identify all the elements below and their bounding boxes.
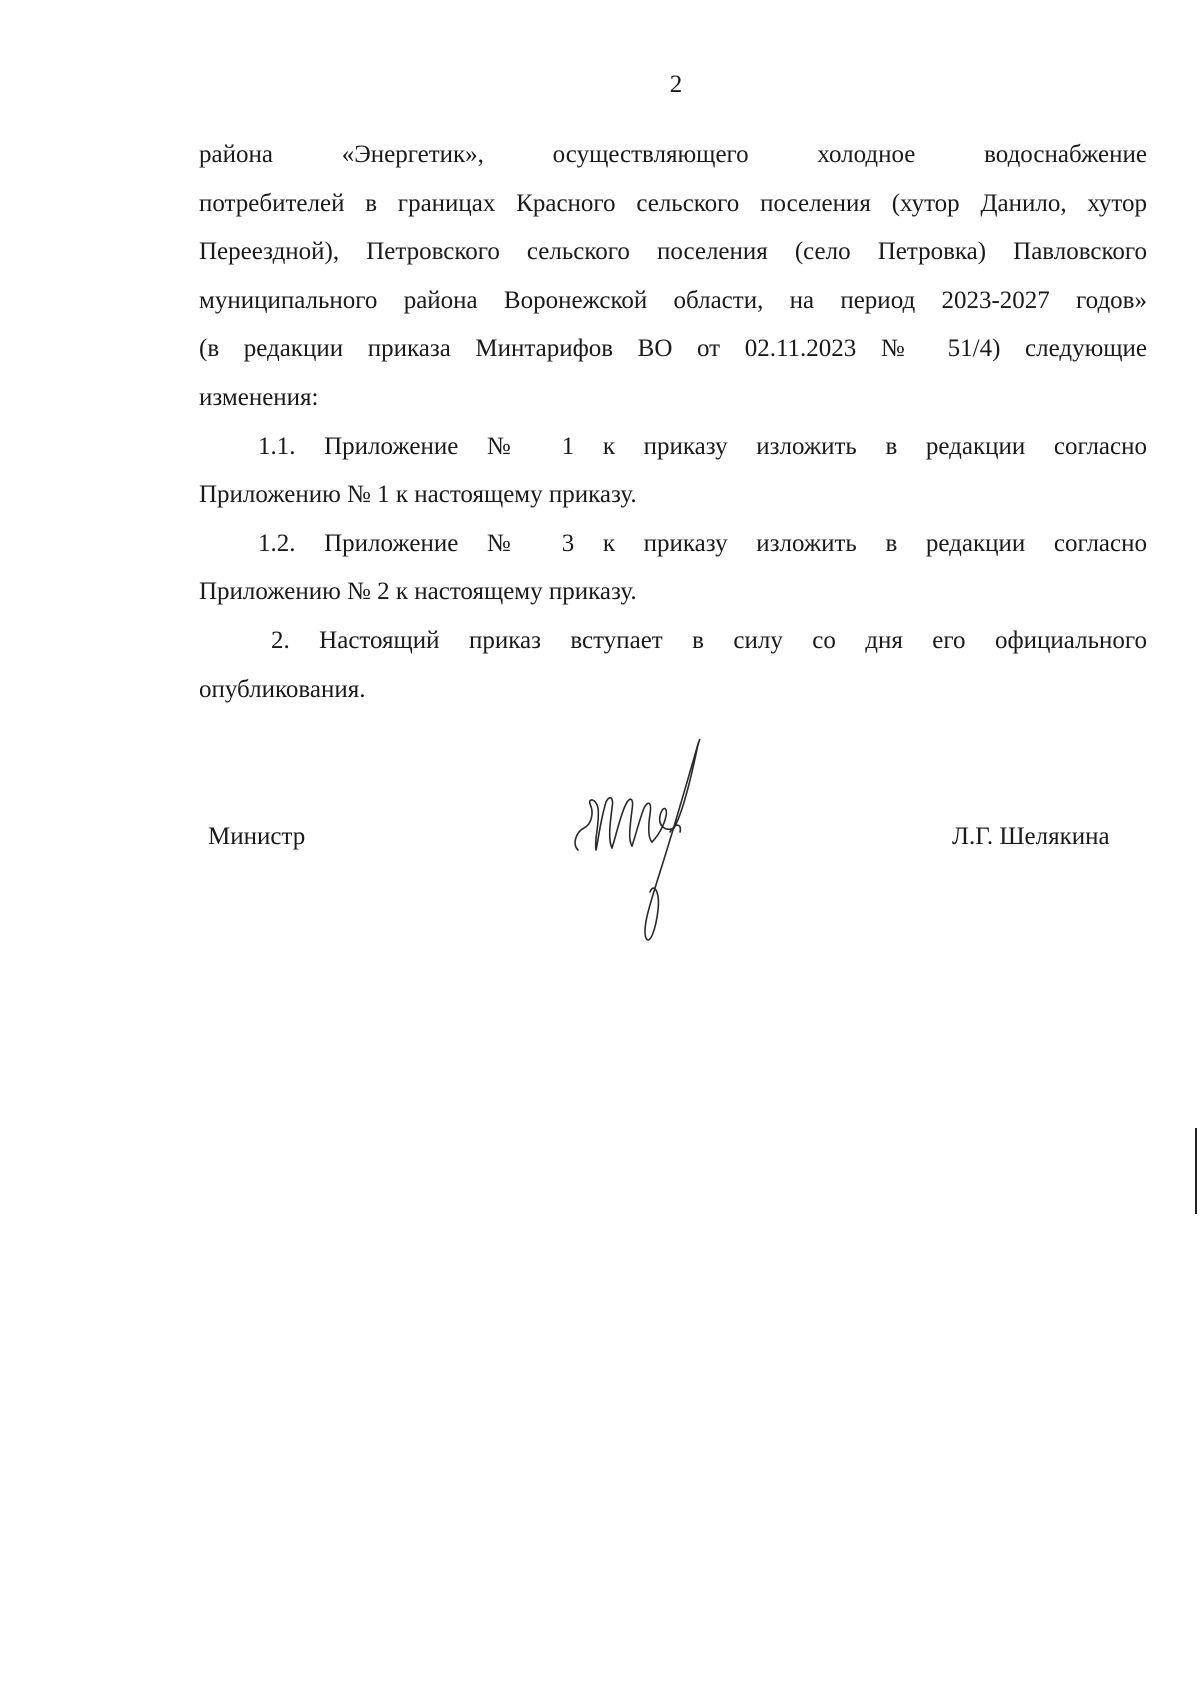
signature-block — [0, 732, 1200, 972]
paragraph-preamble-continuation — [199, 131, 1147, 423]
document-body — [199, 131, 1147, 714]
text-line: Приложению № 2 к настоящему приказу. — [199, 578, 637, 606]
text-line: Приложению № 1 к настоящему приказу. — [199, 481, 637, 509]
text-line: потребителей в границах Красного сельского поселения (хутор Данило, хутор — [199, 189, 1147, 217]
handwritten-signature-icon — [570, 732, 720, 962]
page-number: 2 — [669, 71, 683, 98]
signer-position: Министр — [208, 823, 306, 850]
text-line: 1.2. Приложение № 3 к приказу изложить в редакции согласно — [258, 529, 1147, 557]
scan-margin-mark — [1195, 1128, 1197, 1214]
paragraph-item-2 — [199, 617, 1147, 714]
text-line: (в редакции приказа Минтарифов ВО от 02.11.2023 № 51/4) следующие — [199, 335, 1147, 363]
text-line: 1.1. Приложение № 1 к приказу изложить в редакции согласно — [258, 432, 1147, 460]
text-line: изменения: — [199, 383, 319, 411]
signer-name: Л.Г. Шелякина — [952, 823, 1110, 850]
paragraph-item-1-1 — [199, 423, 1147, 520]
text-line: Переездной), Петровского сельского поселения (село Петровка) Павловского — [199, 238, 1147, 266]
text-line: района «Энергетик», осуществляющего холодное водоснабжение — [199, 141, 1147, 168]
text-line: муниципального района Воронежской области, на период 2023-2027 годов» — [199, 286, 1147, 314]
text-line: опубликования. — [199, 675, 366, 703]
text-line: 2. Настоящий приказ вступает в силу со дня его официального — [271, 626, 1147, 654]
paragraph-item-1-2 — [199, 520, 1147, 617]
